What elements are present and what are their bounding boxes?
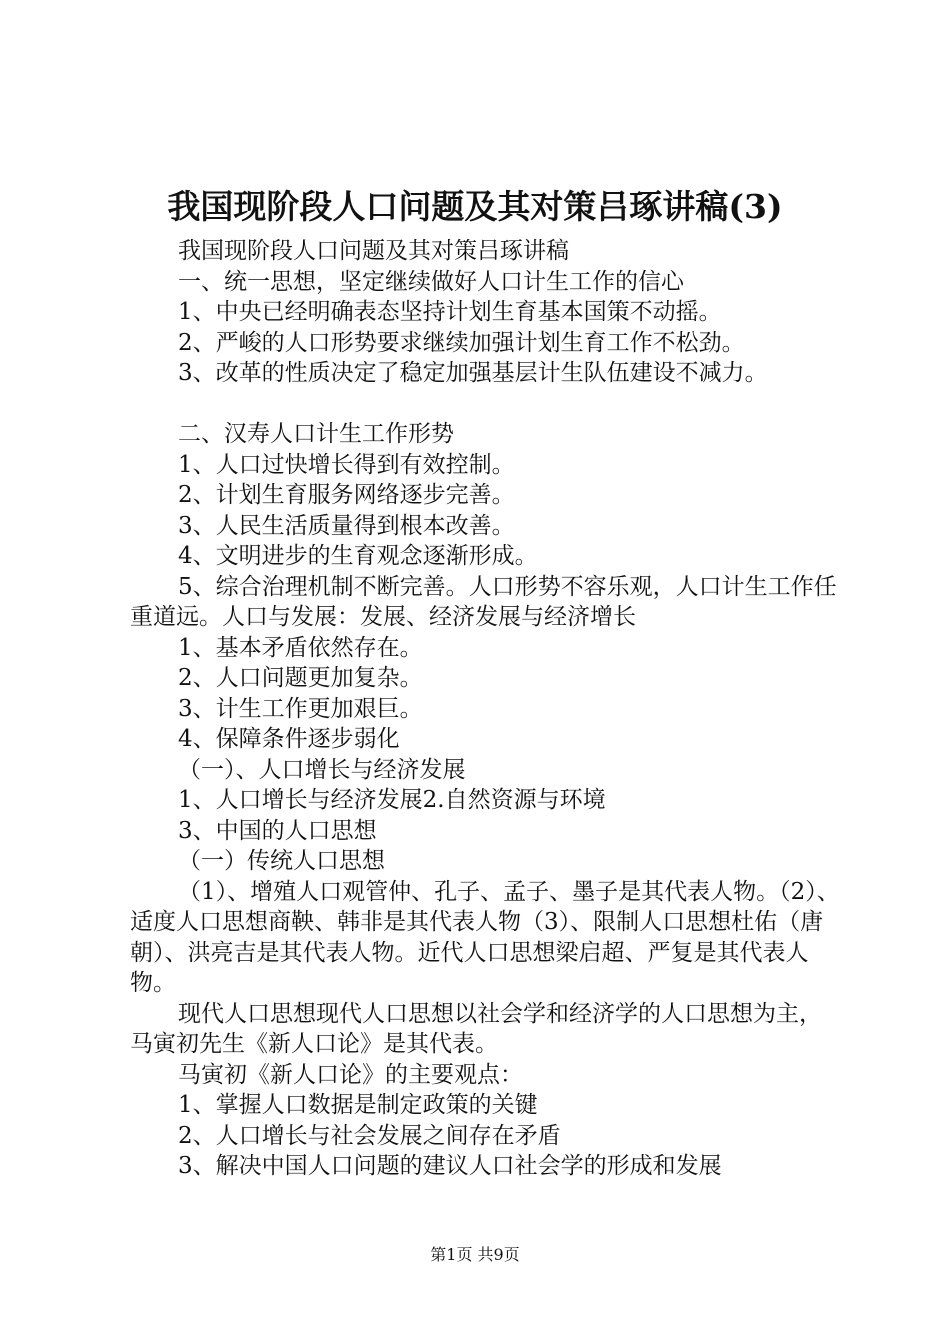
paragraph-item: 3、人民生活质量得到根本改善。	[178, 512, 515, 539]
paragraph-item: 5、综合治理机制不断完善。人口形势不容乐观，人口计生工作任重道远。人口与发展：发展、经济发展与经济增长	[130, 573, 837, 630]
paragraph-subtitle: 我国现阶段人口问题及其对策吕琢讲稿	[178, 238, 569, 264]
paragraph-subheading: （一）传统人口思想	[178, 848, 385, 874]
paragraph-item: 2、计划生育服务网络逐步完善。	[178, 482, 515, 508]
paragraph-item: 1、人口过快增长得到有效控制。	[178, 451, 515, 478]
paragraph-item: 3、计生工作更加艰巨。	[178, 695, 423, 722]
paragraph-item: 3、改革的性质决定了稳定加强基层计生队伍建设不减力。	[178, 360, 768, 386]
paragraph-section-1-heading: 一、统一思想，坚定继续做好人口计生工作的信心	[178, 268, 684, 295]
paragraph-item: 2、人口增长与社会发展之间存在矛盾	[178, 1122, 561, 1149]
paragraph-item: 现代人口思想现代人口思想以社会学和经济学的人口思想为主，马寅初先生《新人口论》是其代表。	[130, 1000, 822, 1057]
paragraph-item: 马寅初《新人口论》的主要观点：	[178, 1061, 523, 1088]
paragraph-item: 1、基本矛盾依然存在。	[178, 634, 423, 661]
document-title: 我国现阶段人口问题及其对策吕琢讲稿(3)	[167, 187, 783, 226]
paragraph-item: 1、人口增长与经济发展2.自然资源与环境	[178, 787, 606, 813]
paragraph-item: 4、文明进步的生育观念逐渐形成。	[178, 543, 538, 569]
paragraph-item: 1、中央已经明确表态坚持计划生育基本国策不动摇。	[178, 299, 722, 325]
paragraph-subheading: （一）、人口增长与经济发展	[178, 756, 466, 783]
paragraph-item: 3、解决中国人口问题的建议人口社会学的形成和发展	[178, 1153, 722, 1179]
paragraph-item: （1）、增殖人口观管仲、孔子、孟子、墨子是其代表人物。（2）、适度人口思想商鞅、韩非是其代表人物（3）、限制人口思想杜佑（唐朝）、洪亮吉是其代表人物。近代人口思想梁启超、严复是其代表人物。	[130, 878, 840, 996]
page-footer: 第1页 共9页	[430, 1245, 520, 1264]
paragraph-item: 2、人口问题更加复杂。	[178, 665, 423, 691]
document-body	[130, 236, 840, 1182]
paragraph-item: 4、保障条件逐步弱化	[178, 726, 400, 752]
paragraph-item: 3、中国的人口思想	[178, 817, 377, 844]
paragraph-spacer	[130, 389, 840, 420]
paragraph-item: 2、严峻的人口形势要求继续加强计划生育工作不松劲。	[178, 329, 745, 356]
paragraph-item: 1、掌握人口数据是制定政策的关键	[178, 1092, 538, 1118]
paragraph-section-2-heading: 二、汉寿人口计生工作形势	[178, 421, 454, 447]
